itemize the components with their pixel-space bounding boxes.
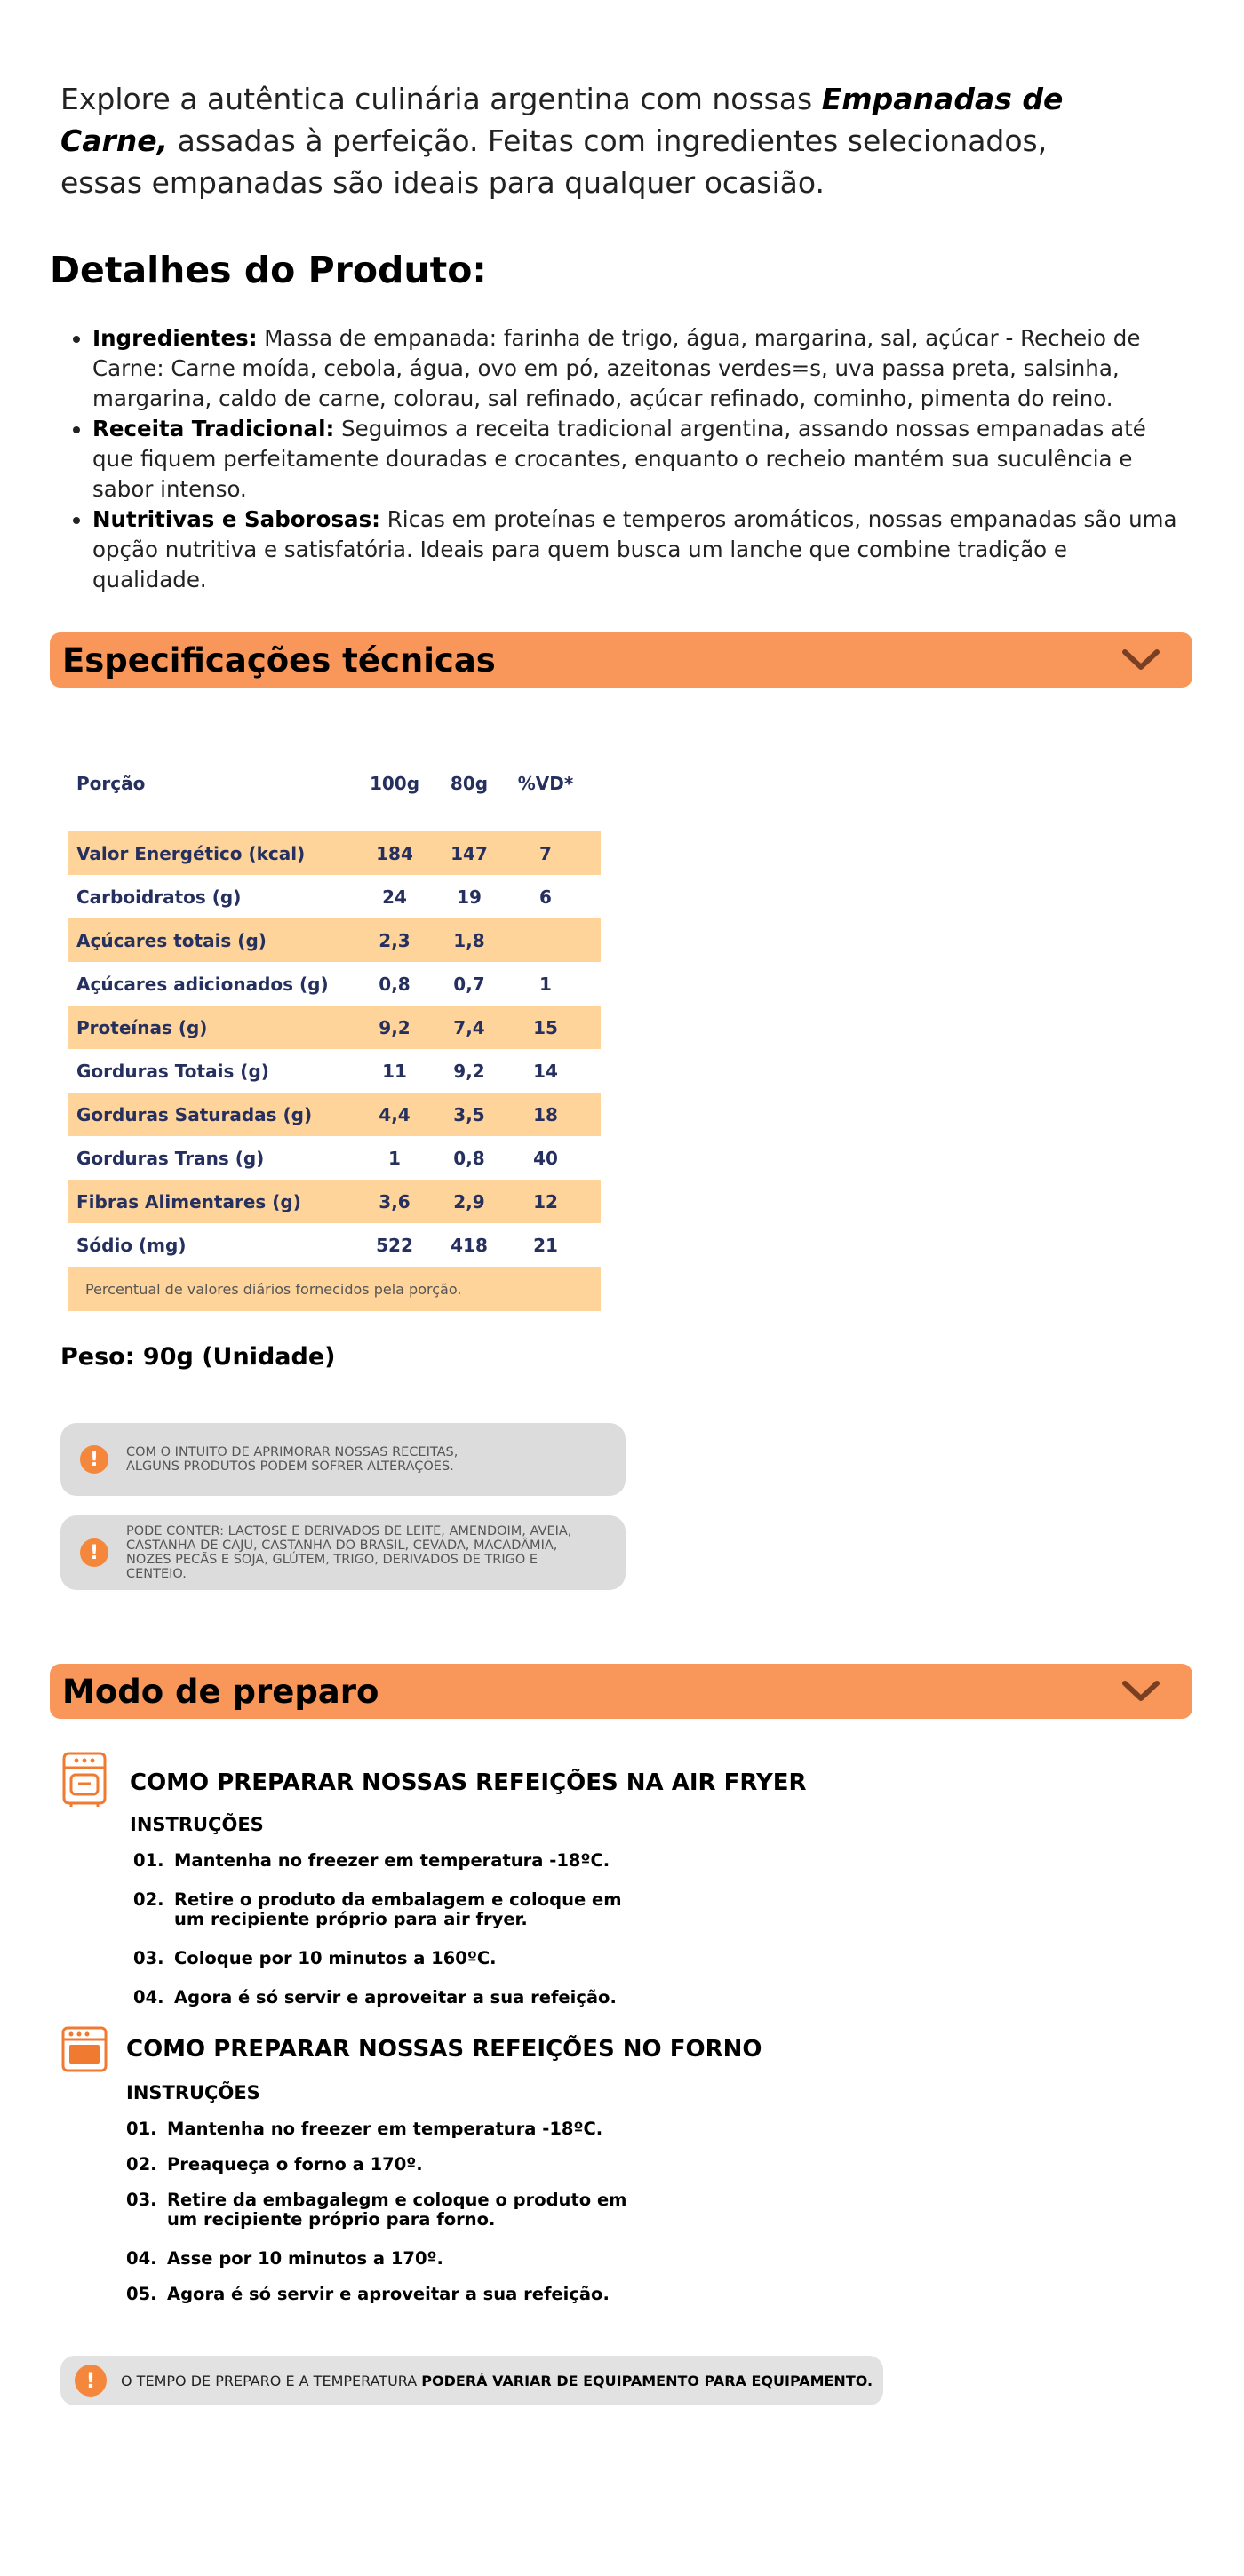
value-vd: 21	[533, 1234, 558, 1256]
value-80g: 0,7	[453, 973, 485, 995]
step-text: Mantenha no freezer em temperatura -18ºC.	[167, 2119, 603, 2139]
air-fryer-icon	[60, 1750, 108, 1807]
intro-product-name: Empanadas de Carne,	[60, 82, 1064, 158]
specs-title: Especificações técnicas	[62, 640, 496, 680]
step-item	[126, 2155, 629, 2174]
prep-variation-note	[60, 2356, 883, 2405]
airfryer-steps	[133, 1851, 636, 2008]
step-text: Agora é só servir e aproveitar a sua refeição.	[167, 2284, 610, 2304]
value-100g: 3,6	[379, 1190, 411, 1212]
notice-text: COM O INTUITO DE APRIMORAR NOSSAS RECEITAS, ALGUNS PRODUTOS PODEM SOFRER ALTERAÇÕES.	[126, 1445, 459, 1474]
allergen-notice	[60, 1515, 626, 1590]
step-item	[133, 1851, 636, 1871]
step-number: 01.	[133, 1850, 164, 1871]
exclamation-icon: !	[80, 1538, 108, 1567]
value-vd: 15	[533, 1016, 558, 1038]
nutrient-name: Gorduras Saturadas (g)	[76, 1103, 313, 1125]
step-text: Preaqueça o forno a 170º.	[167, 2154, 423, 2174]
value-vd: 40	[533, 1147, 558, 1169]
value-vd: 6	[539, 886, 552, 908]
step-item	[126, 2285, 629, 2304]
value-80g: 3,5	[453, 1103, 485, 1125]
nutrient-name: Açúcares adicionados (g)	[76, 973, 329, 995]
details-title: Detalhes do Produto:	[50, 249, 487, 291]
value-100g: 522	[376, 1234, 413, 1256]
intro-text-end: assadas à perfeição. Feitas com ingredientes selecionados, essas empanadas são ideais para qualquer ocasião.	[60, 123, 1048, 200]
nutrition-table-header	[68, 766, 601, 801]
step-number: 04.	[133, 1987, 164, 2008]
nutrition-row	[68, 1180, 601, 1223]
step-text: Retire o produto da embalagem e coloque em um recipiente próprio para air fryer.	[174, 1889, 622, 1929]
step-item	[133, 1988, 636, 2008]
prep-title: Modo de preparo	[62, 1672, 379, 1711]
details-list	[50, 323, 1185, 595]
step-number: 03.	[126, 2190, 157, 2210]
nutrition-row	[68, 875, 601, 918]
airfryer-title: COMO PREPARAR NOSSAS REFEIÇÕES NA AIR FRYER	[130, 1769, 807, 1796]
step-item	[133, 1890, 636, 1929]
value-80g: 1,8	[453, 929, 485, 951]
step-item	[133, 1949, 636, 1968]
value-80g: 7,4	[453, 1016, 485, 1038]
value-100g: 2,3	[379, 929, 411, 951]
header-80g: 80g	[450, 773, 489, 794]
nutrient-name: Valor Energético (kcal)	[76, 842, 306, 864]
step-text: Asse por 10 minutos a 170º.	[167, 2248, 443, 2269]
header-vd: %VD*	[517, 773, 574, 794]
step-number: 02.	[126, 2154, 157, 2174]
nutrient-name: Fibras Alimentares (g)	[76, 1190, 301, 1212]
nutrient-name: Gorduras Trans (g)	[76, 1147, 265, 1169]
chevron-down-icon[interactable]	[1121, 648, 1160, 672]
nutrient-name: Carboidratos (g)	[76, 886, 242, 908]
exclamation-icon: !	[80, 1445, 108, 1474]
oven-subtitle: INSTRUÇÕES	[126, 2082, 260, 2103]
oven-title: COMO PREPARAR NOSSAS REFEIÇÕES NO FORNO	[126, 2036, 762, 2063]
note-text	[121, 2373, 873, 2389]
intro-text-start: Explore a autêntica culinária argentina com nossas	[60, 82, 822, 116]
value-vd: 14	[533, 1060, 558, 1082]
product-intro	[60, 78, 1109, 203]
notice-text: PODE CONTER: LACTOSE E DERIVADOS DE LEITE, AMENDOIM, AVEIA, CASTANHA DE CAJU, CASTANHA DO BRASIL, CEVADA, MACADÂMIA, NOZES PECÃS E SOJA, GLÚTEM, TRIGO, DERIVADOS DE TRIGO E CENTEIO.	[126, 1524, 572, 1581]
value-vd: 1	[539, 973, 552, 995]
step-number: 02.	[133, 1889, 164, 1910]
product-weight: Peso: 90g (Unidade)	[60, 1343, 336, 1371]
nutrition-row	[68, 1136, 601, 1180]
value-80g: 0,8	[453, 1147, 485, 1169]
nutrition-row	[68, 1049, 601, 1093]
details-item-ingredients	[92, 323, 1185, 414]
step-text: Agora é só servir e aproveitar a sua refeição.	[174, 1987, 617, 2008]
specs-accordion-header[interactable]	[50, 632, 1192, 688]
details-item-label: Ingredientes:	[92, 325, 258, 351]
nutrition-row	[68, 1006, 601, 1049]
details-item-text: Ricas em proteínas e temperos aromáticos, nossas empanadas são uma opção nutritiva e satisfatória. Ideais para quem busca um lanche que combine tradição e qualidade.	[92, 506, 1177, 592]
step-text: Retire da embagalegm e coloque o produto em um recipiente próprio para forno.	[167, 2190, 627, 2230]
prep-accordion-header[interactable]	[50, 1664, 1192, 1719]
value-80g: 19	[457, 886, 482, 908]
value-vd: 12	[533, 1190, 558, 1212]
value-100g: 9,2	[379, 1016, 411, 1038]
airfryer-subtitle: INSTRUÇÕES	[130, 1814, 264, 1835]
note-text-bold: PODERÁ VARIAR DE EQUIPAMENTO PARA EQUIPAMENTO.	[421, 2372, 873, 2389]
step-text: Mantenha no freezer em temperatura -18ºC.	[174, 1850, 610, 1871]
step-number: 03.	[133, 1948, 164, 1968]
value-80g: 147	[451, 842, 488, 864]
recipe-change-notice	[60, 1423, 626, 1496]
step-item	[126, 2249, 629, 2269]
details-item-label: Nutritivas e Saborosas:	[92, 506, 380, 532]
details-item-recipe	[92, 414, 1185, 505]
nutrient-name: Açúcares totais (g)	[76, 929, 267, 951]
nutrition-footnote: Percentual de valores diários fornecidos pela porção.	[68, 1267, 601, 1311]
step-item	[126, 2190, 629, 2230]
nutrition-table-body	[68, 831, 601, 1267]
step-number: 05.	[126, 2284, 157, 2304]
nutrition-table	[68, 766, 601, 1311]
details-item-nutrition	[92, 505, 1185, 595]
value-vd: 7	[539, 842, 552, 864]
value-100g: 1	[388, 1147, 401, 1169]
value-100g: 4,4	[379, 1103, 411, 1125]
exclamation-icon: !	[75, 2365, 107, 2397]
oven-steps	[126, 2119, 629, 2304]
details-item-label: Receita Tradicional:	[92, 416, 335, 441]
nutrition-row	[68, 962, 601, 1006]
oven-icon	[60, 2025, 108, 2073]
nutrient-name: Sódio (mg)	[76, 1234, 187, 1256]
nutrient-name: Gorduras Totais (g)	[76, 1060, 269, 1082]
value-vd: 18	[533, 1103, 558, 1125]
value-100g: 0,8	[379, 973, 411, 995]
details-item-text: Seguimos a receita tradicional argentina, assando nossas empanadas até que fiquem perfeitamente douradas e crocantes, enquanto o recheio mantém sua suculência e sabor intenso.	[92, 416, 1146, 502]
step-number: 04.	[126, 2248, 157, 2269]
value-100g: 11	[382, 1060, 407, 1082]
nutrient-name: Proteínas (g)	[76, 1016, 208, 1038]
details-item-text: Massa de empanada: farinha de trigo, água, margarina, sal, açúcar - Recheio de Carne: Carne moída, cebola, água, ovo em pó, azeitonas verdes=s, uva passa preta, salsinha, margarina, caldo de carne, colorau, sal refinado, açúcar refinado, cominho, pimenta do reino.	[92, 325, 1141, 411]
header-100g: 100g	[369, 773, 420, 794]
step-item	[126, 2119, 629, 2139]
chevron-down-icon[interactable]	[1121, 1679, 1160, 1704]
step-number: 01.	[126, 2119, 157, 2139]
note-text-normal: O TEMPO DE PREPARO E A TEMPERATURA	[121, 2372, 422, 2389]
value-100g: 184	[376, 842, 413, 864]
value-80g: 2,9	[453, 1190, 485, 1212]
value-80g: 418	[451, 1234, 488, 1256]
value-100g: 24	[382, 886, 407, 908]
nutrition-row	[68, 831, 601, 875]
step-text: Coloque por 10 minutos a 160ºC.	[174, 1948, 497, 1968]
value-80g: 9,2	[453, 1060, 485, 1082]
nutrition-row	[68, 1093, 601, 1136]
nutrition-row	[68, 1223, 601, 1267]
nutrition-row	[68, 918, 601, 962]
header-portion: Porção	[76, 773, 146, 794]
